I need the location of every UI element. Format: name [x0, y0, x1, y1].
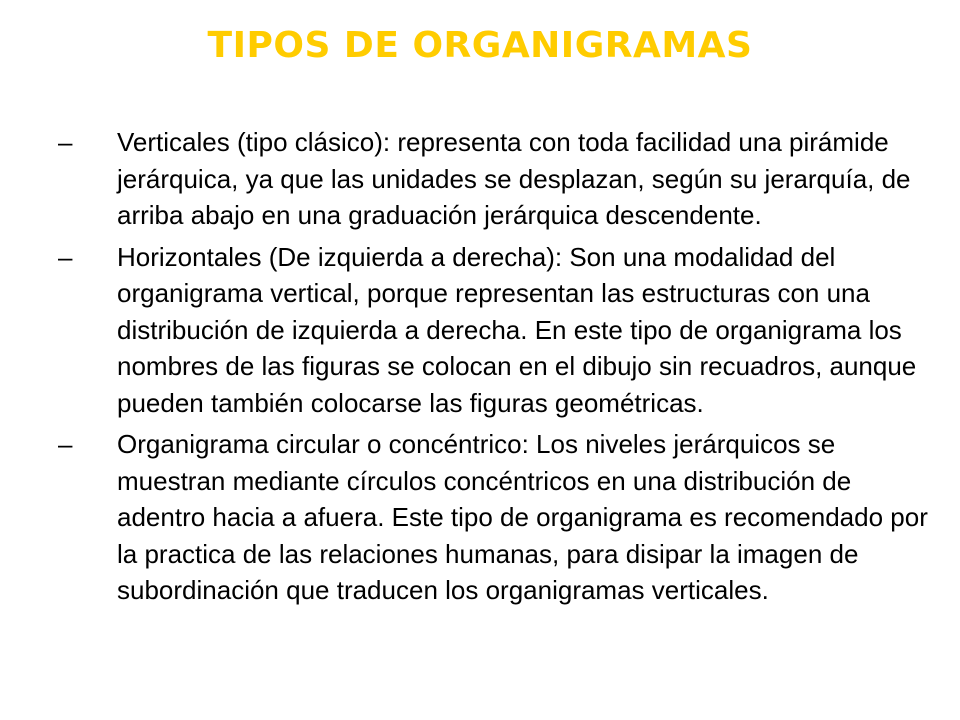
- bullet-text: Verticales (tipo clásico): representa con toda facilidad una pirámide jerárquica, ya que las unidades se desplazan, según su jerarquía, de arriba abajo en una graduación jerárquica descendente.: [117, 127, 911, 230]
- bullet-item-horizontales: [58, 239, 938, 422]
- bullet-text: Horizontales (De izquierda a derecha): Son una modalidad del organigrama vertical, porque representan las estructuras con una distribución de izquierda a derecha. En este tipo de organigrama los nombres de las figuras se colocan en el dibujo sin recuadros, aunque pueden también colocarse las figuras geométricas.: [117, 241, 917, 418]
- bullet-item-circular: [58, 426, 938, 609]
- bullet-dash: –: [58, 241, 73, 272]
- bullet-text: Organigrama circular o concéntrico: Los niveles jerárquicos se muestran mediante círculos concéntricos en una distribución de adentro hacia a afuera. Este tipo de organigrama es recomendado por la practica de las relaciones humanas, para disipar la imagen de subordinación que traducen los organigramas verticales.: [117, 429, 928, 605]
- bullet-dash: –: [58, 429, 73, 459]
- bullet-dash: –: [58, 127, 73, 157]
- bullet-list: [58, 124, 938, 614]
- slide-title: TIPOS DE ORGANIGRAMAS: [207, 25, 753, 66]
- bullet-item-verticales: [58, 124, 938, 234]
